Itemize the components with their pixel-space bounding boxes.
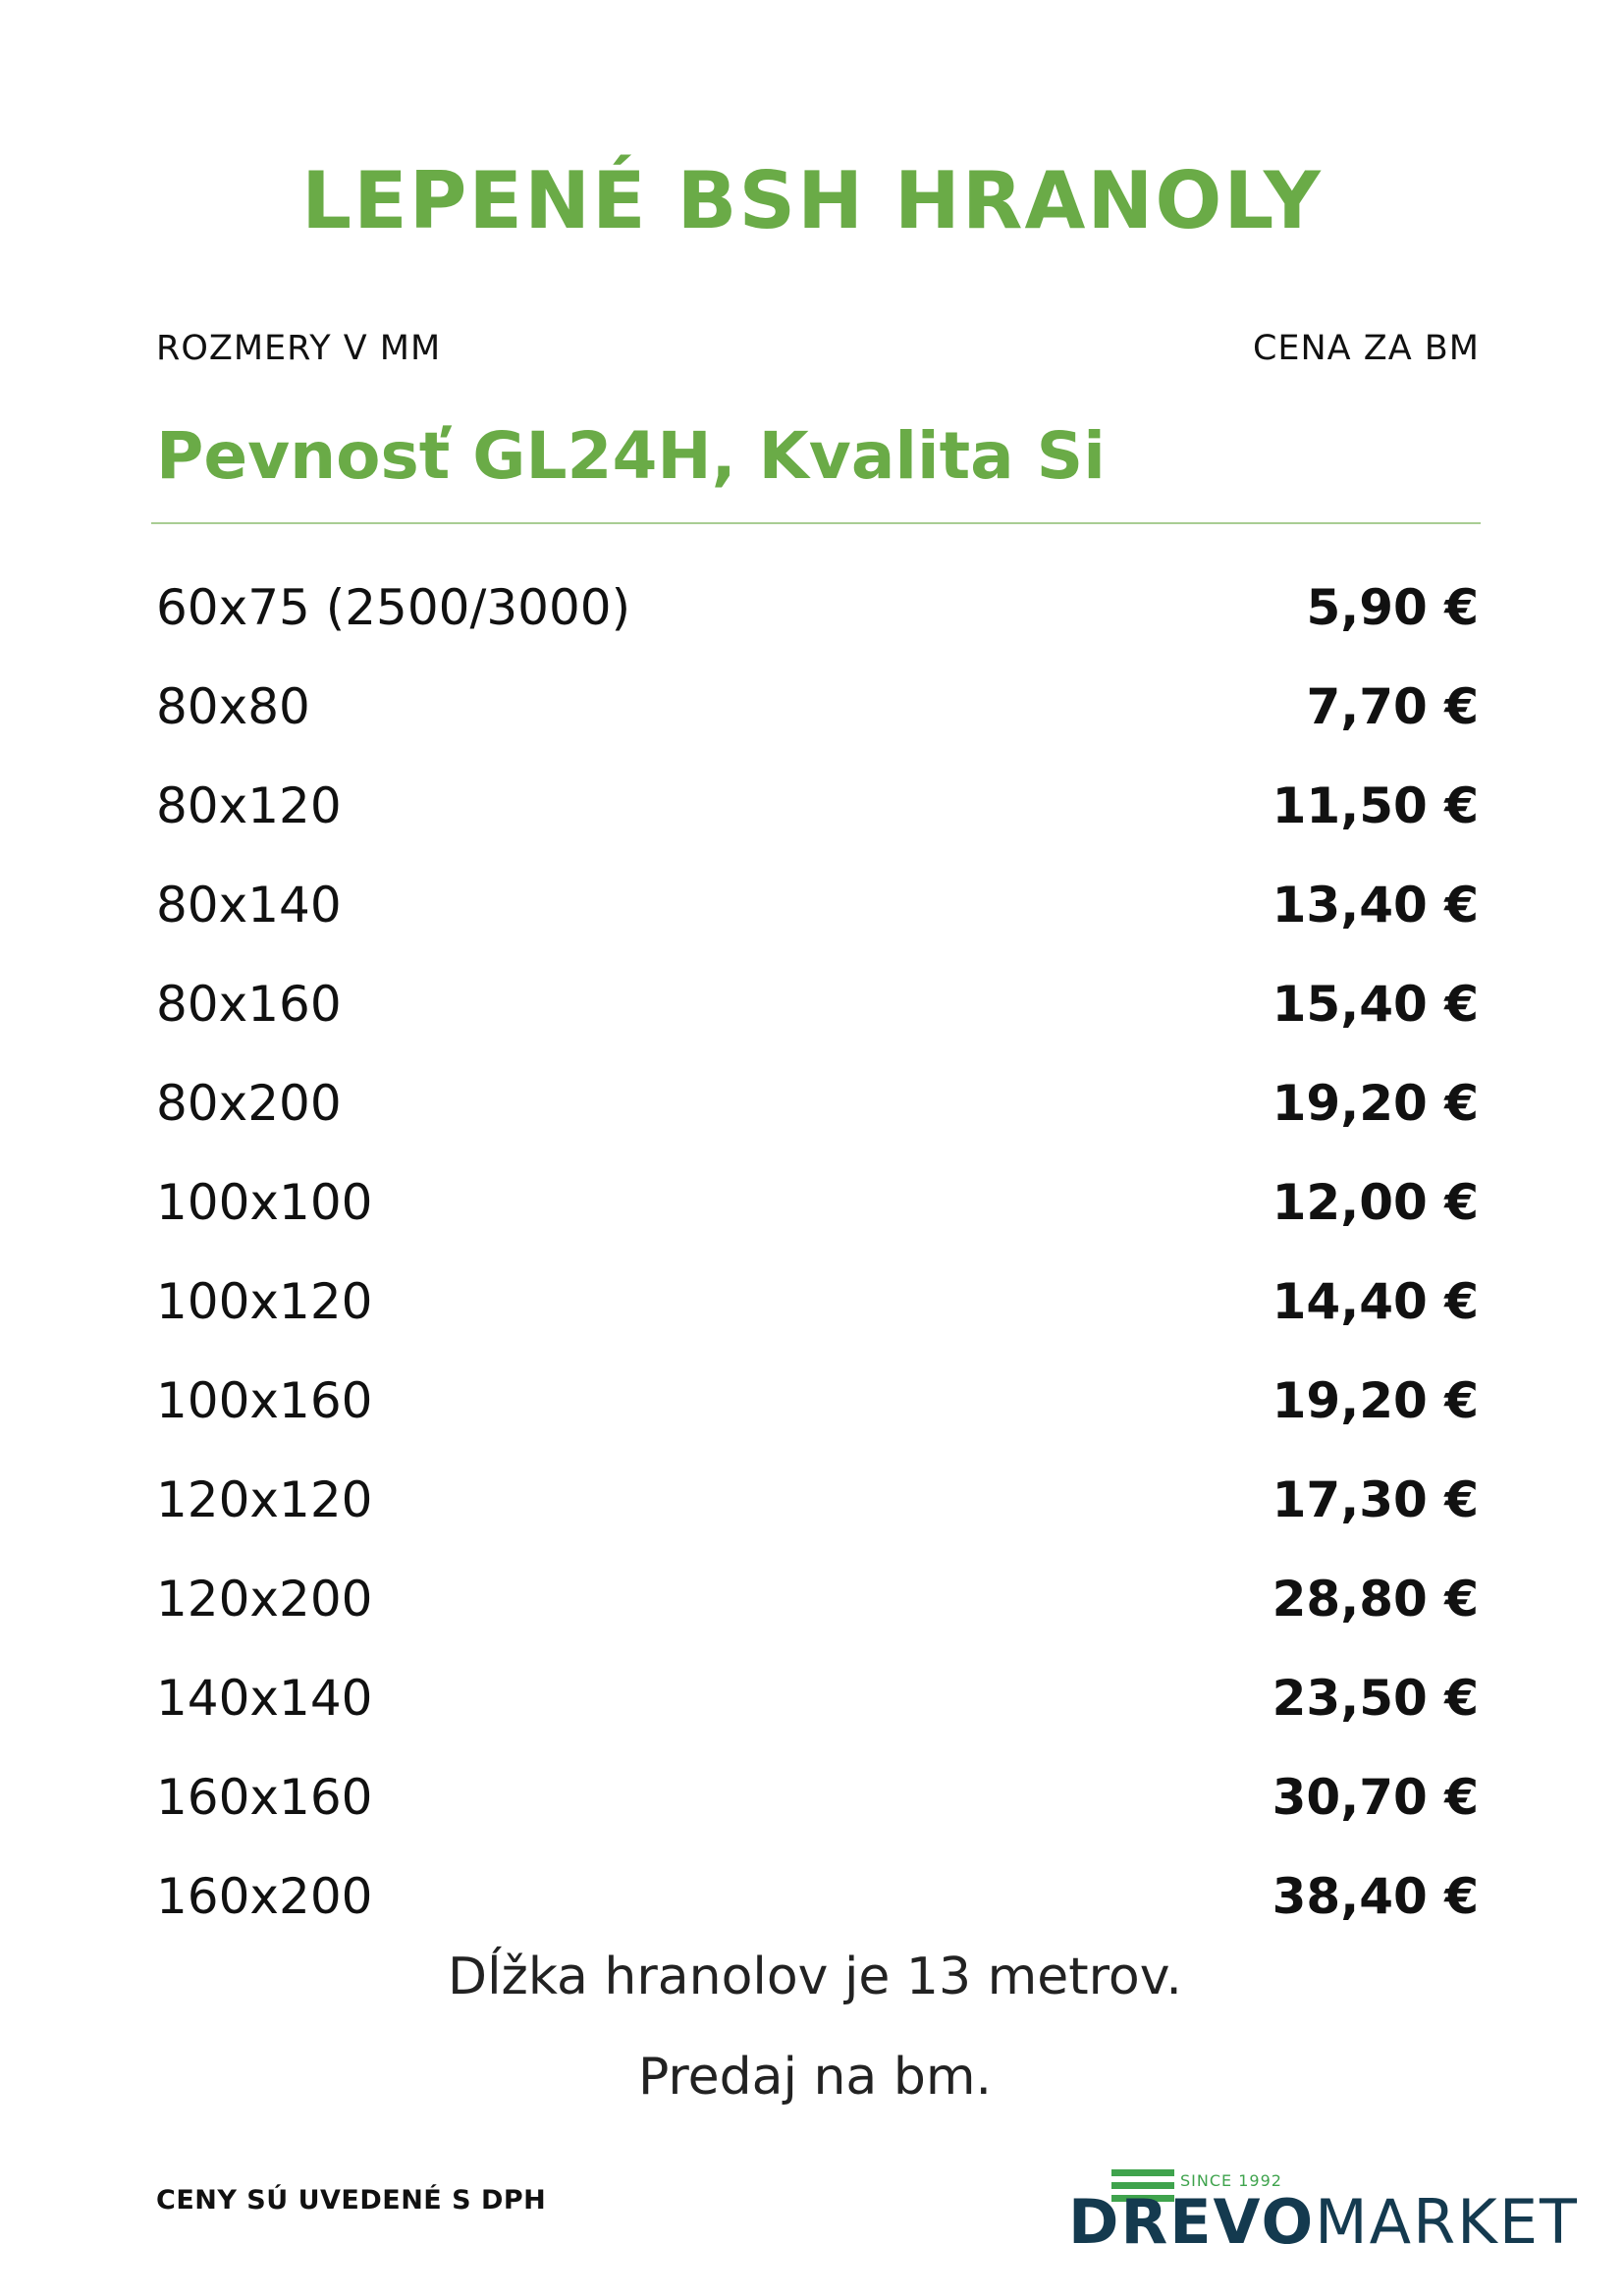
price-cell: 23,50 € bbox=[1272, 1669, 1479, 1727]
column-header-price: CENA ZA BM bbox=[1252, 329, 1480, 368]
price-cell: 30,70 € bbox=[1272, 1768, 1479, 1826]
section-title: Pevnosť GL24H, Kvalita Si bbox=[156, 418, 1106, 494]
price-row bbox=[156, 1846, 1479, 1946]
price-cell: 14,40 € bbox=[1272, 1272, 1479, 1330]
logo-word-light: MARKET bbox=[1315, 2186, 1579, 2258]
dimension-cell: 100x120 bbox=[156, 1272, 373, 1330]
price-cell: 19,20 € bbox=[1272, 1371, 1479, 1429]
price-cell: 15,40 € bbox=[1272, 975, 1479, 1033]
sales-unit-note: Predaj na bm. bbox=[637, 2048, 993, 2107]
price-row bbox=[156, 1747, 1479, 1846]
price-row bbox=[156, 855, 1479, 954]
page-title: LEPENÉ BSH HRANOLY bbox=[301, 155, 1323, 246]
dimension-cell: 80x140 bbox=[156, 876, 342, 934]
price-cell: 11,50 € bbox=[1272, 776, 1479, 834]
logo-since-text: SINCE 1992 bbox=[1180, 2171, 1282, 2190]
price-row bbox=[156, 657, 1479, 756]
dimension-cell: 60x75 (2500/3000) bbox=[156, 578, 631, 636]
dimension-cell: 80x160 bbox=[156, 975, 342, 1033]
dimension-cell: 80x80 bbox=[156, 677, 310, 735]
price-list bbox=[156, 558, 1479, 1946]
price-row bbox=[156, 1152, 1479, 1252]
dimension-cell: 140x140 bbox=[156, 1669, 373, 1727]
price-cell: 7,70 € bbox=[1306, 677, 1479, 735]
price-row bbox=[156, 1252, 1479, 1351]
vat-note: CENY SÚ UVEDENÉ S DPH bbox=[156, 2185, 547, 2216]
price-row bbox=[156, 558, 1479, 657]
price-cell: 19,20 € bbox=[1272, 1074, 1479, 1132]
price-cell: 17,30 € bbox=[1272, 1470, 1479, 1528]
dimension-cell: 160x160 bbox=[156, 1768, 373, 1826]
price-cell: 13,40 € bbox=[1272, 876, 1479, 934]
price-row bbox=[156, 1053, 1479, 1152]
dimension-cell: 100x100 bbox=[156, 1173, 373, 1231]
dimension-cell: 120x120 bbox=[156, 1470, 373, 1528]
column-header-dimensions: ROZMERY V MM bbox=[156, 329, 442, 368]
price-row bbox=[156, 954, 1479, 1053]
dimension-cell: 160x200 bbox=[156, 1867, 373, 1925]
length-note: Dĺžka hranolov je 13 metrov. bbox=[448, 1948, 1182, 2006]
price-cell: 38,40 € bbox=[1272, 1867, 1479, 1925]
price-cell: 12,00 € bbox=[1272, 1173, 1479, 1231]
logo-word-strong: DREVO bbox=[1068, 2186, 1316, 2258]
dimension-cell: 100x160 bbox=[156, 1371, 373, 1429]
price-row bbox=[156, 1351, 1479, 1450]
price-row bbox=[156, 1648, 1479, 1747]
price-cell: 5,90 € bbox=[1306, 578, 1479, 636]
dimension-cell: 120x200 bbox=[156, 1570, 373, 1628]
price-row bbox=[156, 1549, 1479, 1648]
section-divider bbox=[151, 522, 1481, 524]
dimension-cell: 80x200 bbox=[156, 1074, 342, 1132]
price-row bbox=[156, 1450, 1479, 1549]
price-row bbox=[156, 756, 1479, 855]
logo-wordmark bbox=[1068, 2186, 1579, 2258]
dimension-cell: 80x120 bbox=[156, 776, 342, 834]
price-cell: 28,80 € bbox=[1272, 1570, 1479, 1628]
drevomarket-logo bbox=[1068, 2165, 1579, 2258]
